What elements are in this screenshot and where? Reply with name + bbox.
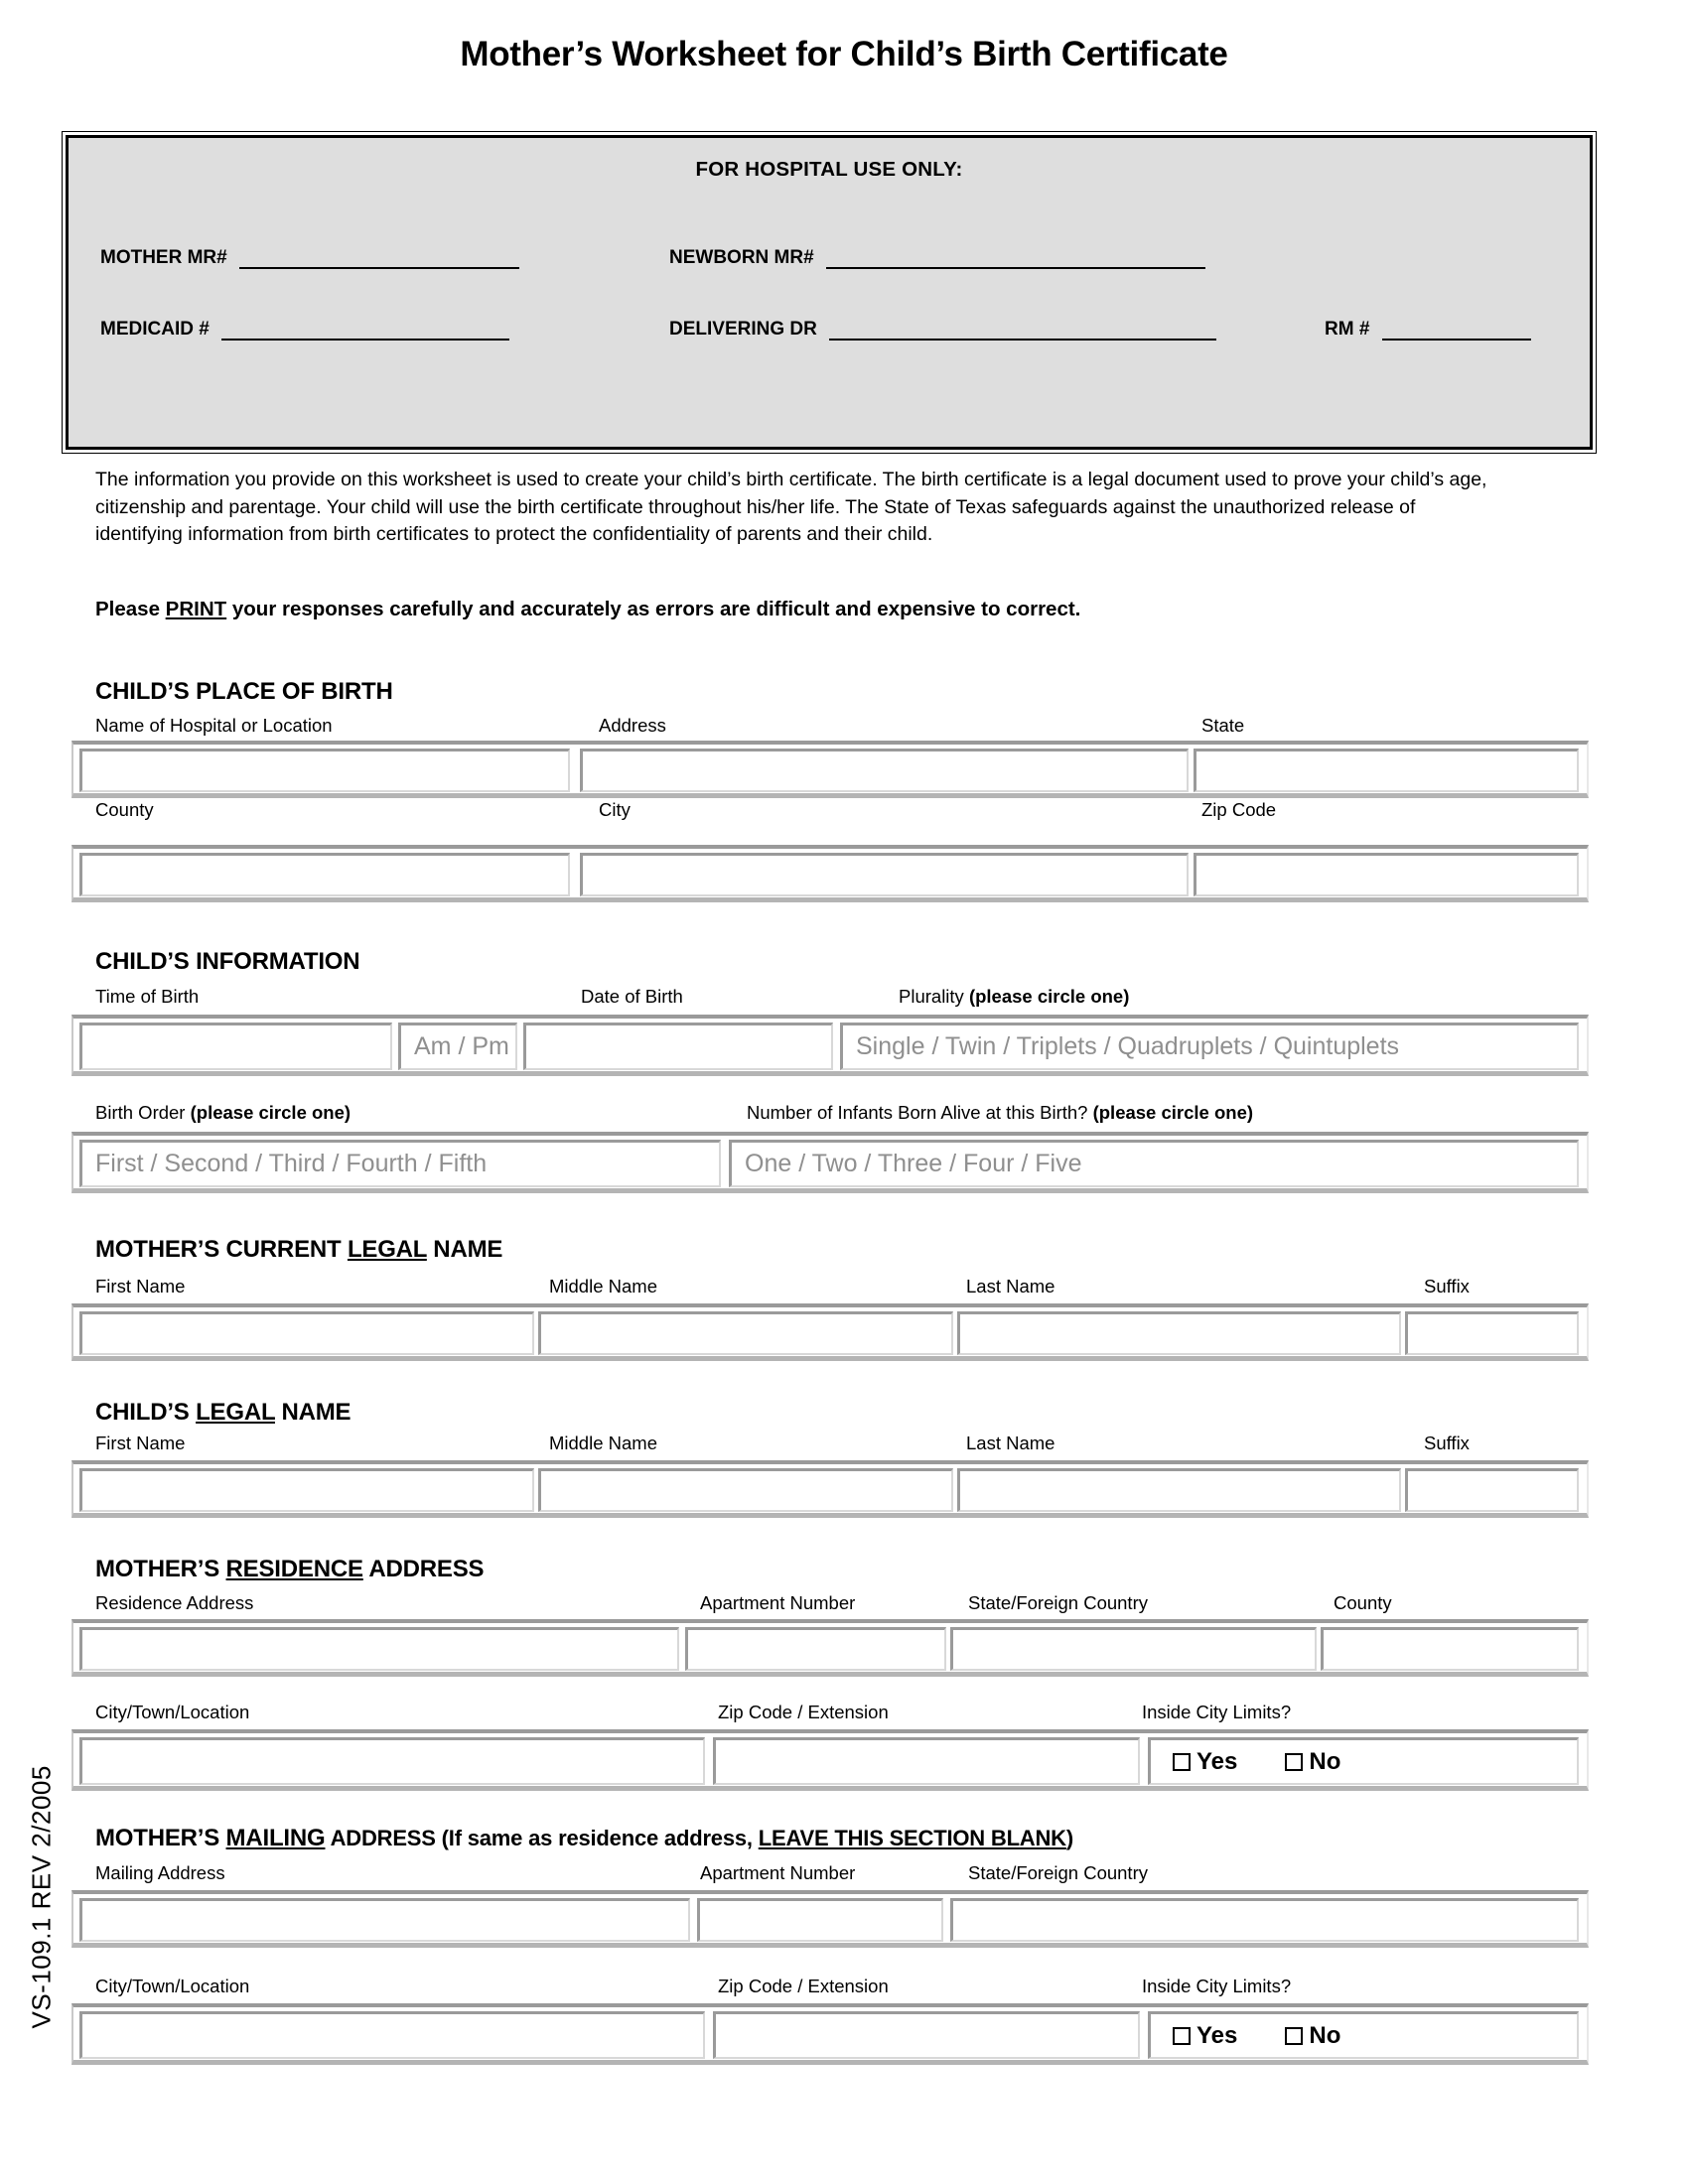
mailing-address-mid: ADDRESS (If same as residence address,: [325, 1826, 759, 1850]
checkbox-icon[interactable]: [1173, 2027, 1191, 2045]
input-birth-county[interactable]: [79, 853, 570, 896]
input-birth-address[interactable]: [580, 749, 1189, 792]
input-mother-middle-name[interactable]: [538, 1311, 953, 1355]
label-residence-apartment: Apartment Number: [700, 1592, 856, 1613]
mother-name-row: [71, 1303, 1589, 1361]
mailing-address-row-1: [71, 1890, 1589, 1948]
input-child-first-name[interactable]: [79, 1468, 534, 1512]
input-residence-city[interactable]: [79, 1737, 705, 1785]
print-notice: [95, 598, 1535, 621]
residence-address-row-1: [71, 1619, 1589, 1677]
label-birth-county: County: [95, 799, 154, 820]
label-residence-state-country: State/Foreign Country: [968, 1592, 1148, 1613]
residence-inside-city-no-option[interactable]: [1285, 1748, 1340, 1776]
print-notice-emphasis: PRINT: [165, 598, 227, 620]
input-residence-county[interactable]: [1321, 1627, 1579, 1671]
mailing-address-emphasis: MAILING: [225, 1825, 326, 1851]
delivering-dr-label: DELIVERING DR: [669, 319, 817, 340]
checkbox-icon[interactable]: [1173, 1753, 1191, 1771]
section-heading-child-information: CHILD’S INFORMATION: [95, 948, 360, 975]
label-mailing-address: Mailing Address: [95, 1862, 225, 1883]
child-info-row-2: [71, 1132, 1589, 1193]
mother-mr-field: [100, 247, 519, 269]
newborn-mr-field: [669, 247, 1205, 269]
label-child-middle-name: Middle Name: [549, 1433, 657, 1453]
print-notice-post: your responses carefully and accurately as errors are difficult and expensive to correct.: [226, 598, 1081, 620]
input-birth-city[interactable]: [580, 853, 1189, 896]
child-legal-name-post: NAME: [274, 1399, 352, 1426]
label-mother-suffix: Suffix: [1424, 1276, 1470, 1297]
label-plurality: [899, 986, 1129, 1008]
print-notice-pre: Please: [95, 598, 166, 620]
mailing-inside-city-no-option[interactable]: [1285, 2022, 1340, 2050]
input-child-last-name[interactable]: [957, 1468, 1401, 1512]
newborn-mr-writeline[interactable]: [826, 252, 1205, 269]
section-heading-residence-address: [95, 1556, 484, 1583]
label-child-suffix: Suffix: [1424, 1433, 1470, 1453]
label-residence-inside-city-limits: Inside City Limits?: [1142, 1702, 1292, 1722]
label-residence-zip: Zip Code / Extension: [718, 1702, 889, 1722]
medicaid-field: [100, 319, 509, 341]
residence-address-post: ADDRESS: [362, 1556, 485, 1582]
input-mailing-address[interactable]: [79, 1898, 690, 1942]
newborn-mr-label: NEWBORN MR#: [669, 247, 814, 268]
child-legal-name-emphasis: LEGAL: [196, 1399, 275, 1426]
label-child-last-name: Last Name: [966, 1433, 1055, 1453]
mailing-address-pre: MOTHER’S: [95, 1825, 226, 1851]
label-birth-zip: Zip Code: [1201, 799, 1277, 820]
section-heading-place-of-birth: CHILD’S PLACE OF BIRTH: [95, 678, 393, 705]
checkbox-icon[interactable]: [1285, 1753, 1303, 1771]
input-birth-zip[interactable]: [1194, 853, 1579, 896]
checkbox-icon[interactable]: [1285, 2027, 1303, 2045]
input-residence-zip[interactable]: [713, 1737, 1140, 1785]
label-mailing-city: City/Town/Location: [95, 1976, 250, 1996]
label-infants-born-alive: [747, 1102, 1253, 1124]
input-plurality[interactable]: Single / Twin / Triplets / Quadruplets / Quintuplets: [840, 1023, 1579, 1070]
section-heading-mother-legal-name: [95, 1236, 502, 1264]
input-mailing-zip[interactable]: [713, 2011, 1140, 2059]
label-infants-born-alive-note: (please circle one): [1092, 1102, 1254, 1123]
mailing-address-post: ): [1065, 1826, 1074, 1850]
label-time-of-birth: Time of Birth: [95, 986, 200, 1007]
place-of-birth-row-1: [71, 741, 1589, 798]
label-residence-county: County: [1334, 1592, 1392, 1613]
input-mailing-state-country[interactable]: [950, 1898, 1579, 1942]
label-hospital-name: Name of Hospital or Location: [95, 715, 333, 736]
input-infants-born-alive[interactable]: One / Two / Three / Four / Five: [729, 1140, 1579, 1187]
input-mailing-apartment[interactable]: [697, 1898, 943, 1942]
input-time-of-birth[interactable]: [79, 1023, 392, 1070]
label-date-of-birth: Date of Birth: [581, 986, 683, 1007]
delivering-dr-field: [669, 319, 1216, 341]
residence-inside-city-yes-option[interactable]: [1173, 1748, 1237, 1776]
room-number-label: RM #: [1325, 319, 1370, 340]
hospital-use-heading: FOR HOSPITAL USE ONLY:: [695, 158, 963, 181]
input-mother-first-name[interactable]: [79, 1311, 534, 1355]
room-number-field: [1325, 319, 1531, 341]
input-residence-address[interactable]: [79, 1627, 679, 1671]
label-birth-city: City: [599, 799, 631, 820]
residence-address-emphasis: RESIDENCE: [225, 1556, 363, 1582]
mother-legal-name-post: NAME: [426, 1236, 503, 1263]
mailing-address-row-2: [71, 2003, 1589, 2065]
label-mailing-inside-city-limits: Inside City Limits?: [1142, 1976, 1292, 1996]
child-info-row-1: [71, 1015, 1589, 1076]
label-child-first-name: First Name: [95, 1433, 186, 1453]
label-mother-middle-name: Middle Name: [549, 1276, 657, 1297]
residence-inside-city-limits-choice: [1148, 1737, 1579, 1785]
label-mailing-state-country: State/Foreign Country: [968, 1862, 1148, 1883]
input-residence-state-country[interactable]: [950, 1627, 1317, 1671]
label-residence-city: City/Town/Location: [95, 1702, 250, 1722]
child-name-row: [71, 1460, 1589, 1518]
input-mother-suffix[interactable]: [1405, 1311, 1579, 1355]
input-mailing-city[interactable]: [79, 2011, 705, 2059]
label-birth-order-text: Birth Order: [95, 1102, 191, 1123]
residence-inside-city-no-label: No: [1309, 1747, 1341, 1775]
residence-address-pre: MOTHER’S: [95, 1556, 226, 1582]
medicaid-label: MEDICAID #: [100, 319, 210, 340]
mother-legal-name-emphasis: LEGAL: [347, 1236, 427, 1263]
mailing-inside-city-limits-choice: [1148, 2011, 1579, 2059]
input-residence-apartment[interactable]: [685, 1627, 946, 1671]
label-mother-last-name: Last Name: [966, 1276, 1055, 1297]
medicaid-writeline[interactable]: [221, 324, 509, 341]
delivering-dr-writeline[interactable]: [829, 324, 1216, 341]
label-birth-order: [95, 1102, 351, 1124]
mother-legal-name-pre: MOTHER’S CURRENT: [95, 1236, 348, 1263]
label-residence-address: Residence Address: [95, 1592, 254, 1613]
form-revision-id: VS-109.1 REV 2/2005: [26, 1765, 57, 2029]
label-birth-order-note: (please circle one): [190, 1102, 352, 1123]
mailing-inside-city-no-label: No: [1309, 2021, 1341, 2049]
input-am-pm[interactable]: Am / Pm: [398, 1023, 517, 1070]
mother-mr-writeline[interactable]: [239, 252, 519, 269]
input-mother-last-name[interactable]: [957, 1311, 1401, 1355]
input-birth-order[interactable]: First / Second / Third / Fourth / Fifth: [79, 1140, 721, 1187]
input-child-middle-name[interactable]: [538, 1468, 953, 1512]
input-child-suffix[interactable]: [1405, 1468, 1579, 1512]
residence-inside-city-yes-label: Yes: [1196, 1747, 1238, 1775]
mother-mr-label: MOTHER MR#: [100, 247, 227, 268]
label-birth-state: State: [1201, 715, 1245, 736]
label-plurality-text: Plurality: [899, 986, 969, 1007]
child-legal-name-pre: CHILD’S: [95, 1399, 197, 1426]
label-birth-address: Address: [599, 715, 666, 736]
input-birth-state[interactable]: [1194, 749, 1579, 792]
mailing-address-emphasis-2: LEAVE THIS SECTION BLANK: [758, 1826, 1066, 1850]
label-infants-born-alive-text: Number of Infants Born Alive at this Birth?: [747, 1102, 1093, 1123]
input-date-of-birth[interactable]: [523, 1023, 833, 1070]
label-mother-first-name: First Name: [95, 1276, 186, 1297]
place-of-birth-row-2: [71, 845, 1589, 902]
input-hospital-name[interactable]: [79, 749, 570, 792]
mailing-inside-city-yes-label: Yes: [1196, 2021, 1238, 2049]
hospital-use-box: [66, 135, 1593, 450]
section-heading-mailing-address: [95, 1825, 1073, 1852]
room-number-writeline[interactable]: [1382, 324, 1531, 341]
intro-paragraph: The information you provide on this worksheet is used to create your child’s birth certificate. The birth certificate is a legal document used to prove your child’s age, citizenship and parentage. Your child will use the birth certificate throughout his/her life. The State of Texas safeguards against the unauthorized release of identifying information from birth certificates to protect the confidentiality of parents and their child.: [95, 469, 1487, 546]
label-mailing-apartment: Apartment Number: [700, 1862, 856, 1883]
mailing-inside-city-yes-option[interactable]: [1173, 2022, 1237, 2050]
label-plurality-note: (please circle one): [968, 986, 1130, 1007]
section-heading-child-legal-name: [95, 1399, 351, 1427]
label-mailing-zip: Zip Code / Extension: [718, 1976, 889, 1996]
page-title: Mother’s Worksheet for Child’s Birth Certificate: [460, 35, 1228, 73]
residence-address-row-2: [71, 1729, 1589, 1791]
